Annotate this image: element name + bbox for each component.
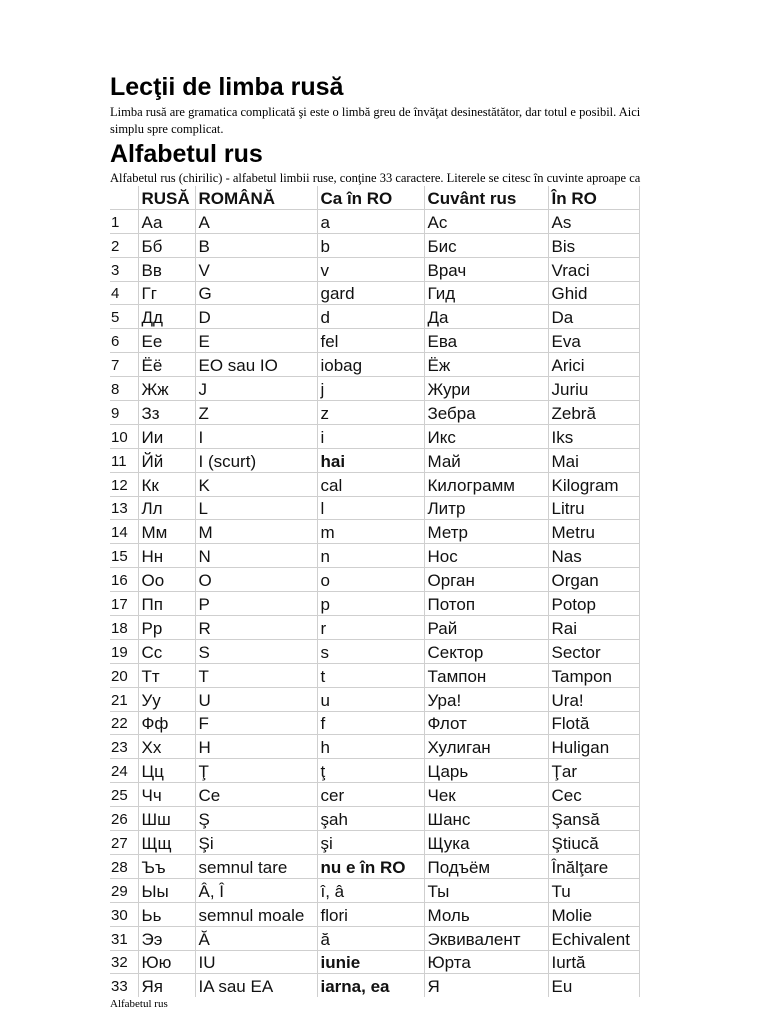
table-row [110, 448, 639, 472]
row-number: 21 [110, 687, 138, 711]
romanian-letter: R [195, 616, 317, 640]
romanian-word: Sector [548, 639, 639, 663]
russian-letter: Лл [138, 496, 195, 520]
russian-letter: Тт [138, 663, 195, 687]
row-number: 29 [110, 878, 138, 902]
russian-letter: Оо [138, 568, 195, 592]
table-row [110, 735, 639, 759]
table-row [110, 592, 639, 616]
romanian-word: Flotă [548, 711, 639, 735]
russian-word: Потоп [424, 592, 548, 616]
russian-word: Моль [424, 902, 548, 926]
table-header-row [110, 186, 639, 209]
russian-word: Ёж [424, 353, 548, 377]
russian-letter: Юю [138, 950, 195, 974]
russian-word: Килограмм [424, 472, 548, 496]
table-row [110, 496, 639, 520]
russian-letter: Кк [138, 472, 195, 496]
row-number: 20 [110, 663, 138, 687]
russian-word: Хулиган [424, 735, 548, 759]
russian-word: Эквивалент [424, 926, 548, 950]
intro-paragraph-line2: simplu spre complicat. [110, 122, 224, 136]
russian-letter: Сс [138, 639, 195, 663]
table-row [110, 329, 639, 353]
russian-letter: Пп [138, 592, 195, 616]
pronunciation-example: iarna, ea [317, 974, 424, 997]
table-row [110, 544, 639, 568]
romanian-letter: J [195, 377, 317, 401]
romanian-letter: G [195, 281, 317, 305]
russian-word: Май [424, 448, 548, 472]
pronunciation-example: hai [317, 448, 424, 472]
romanian-word: Ţar [548, 759, 639, 783]
romanian-word: Înălţare [548, 854, 639, 878]
romanian-word: Molie [548, 902, 639, 926]
russian-letter: Хх [138, 735, 195, 759]
pronunciation-example: i [317, 424, 424, 448]
romanian-word: Mai [548, 448, 639, 472]
row-number: 33 [110, 974, 138, 997]
romanian-letter: Â, Î [195, 878, 317, 902]
table-row [110, 377, 639, 401]
romanian-letter: Ş [195, 807, 317, 831]
table-row [110, 424, 639, 448]
russian-word: Жури [424, 377, 548, 401]
romanian-letter: O [195, 568, 317, 592]
romanian-word: Zebră [548, 401, 639, 425]
pronunciation-example: v [317, 257, 424, 281]
pronunciation-example: z [317, 401, 424, 425]
pronunciation-example: ţ [317, 759, 424, 783]
pronunciation-example: j [317, 377, 424, 401]
romanian-letter: M [195, 520, 317, 544]
russian-word: Ас [424, 209, 548, 233]
romanian-word: Vraci [548, 257, 639, 281]
romanian-word: As [548, 209, 639, 233]
pronunciation-example: p [317, 592, 424, 616]
russian-word: Гид [424, 281, 548, 305]
romanian-letter: Şi [195, 831, 317, 855]
russian-word: Метр [424, 520, 548, 544]
romanian-word: Iurtă [548, 950, 639, 974]
russian-letter: Цц [138, 759, 195, 783]
russian-word: Да [424, 305, 548, 329]
romanian-letter: EO sau IO [195, 353, 317, 377]
pronunciation-example: ă [317, 926, 424, 950]
romanian-word: Arici [548, 353, 639, 377]
column-header-number [110, 186, 138, 209]
row-number: 3 [110, 257, 138, 281]
russian-word: Флот [424, 711, 548, 735]
romanian-letter: IA sau EA [195, 974, 317, 997]
table-row [110, 233, 639, 257]
romanian-word: Şansă [548, 807, 639, 831]
row-number: 24 [110, 759, 138, 783]
romanian-letter: S [195, 639, 317, 663]
row-number: 1 [110, 209, 138, 233]
russian-letter: Фф [138, 711, 195, 735]
russian-word: Ева [424, 329, 548, 353]
russian-letter: Яя [138, 974, 195, 997]
row-number: 14 [110, 520, 138, 544]
russian-letter: Щщ [138, 831, 195, 855]
table-row [110, 639, 639, 663]
romanian-letter: F [195, 711, 317, 735]
pronunciation-example: n [317, 544, 424, 568]
russian-letter: Ии [138, 424, 195, 448]
romanian-letter: V [195, 257, 317, 281]
romanian-word: Tu [548, 878, 639, 902]
romanian-letter: K [195, 472, 317, 496]
pronunciation-example: gard [317, 281, 424, 305]
romanian-word: Juriu [548, 377, 639, 401]
romanian-word: Nas [548, 544, 639, 568]
table-row [110, 878, 639, 902]
romanian-word: Cec [548, 783, 639, 807]
row-number: 16 [110, 568, 138, 592]
column-header-pronunciation: Ca în RO [317, 186, 424, 209]
pronunciation-example: h [317, 735, 424, 759]
table-row [110, 520, 639, 544]
romanian-word: Huligan [548, 735, 639, 759]
romanian-word: Ştiucă [548, 831, 639, 855]
russian-letter: Ъъ [138, 854, 195, 878]
russian-letter: Шш [138, 807, 195, 831]
romanian-letter: E [195, 329, 317, 353]
pronunciation-example: cal [317, 472, 424, 496]
russian-word: Подъём [424, 854, 548, 878]
russian-letter: Мм [138, 520, 195, 544]
russian-letter: Ээ [138, 926, 195, 950]
romanian-word: Eu [548, 974, 639, 997]
table-row [110, 902, 639, 926]
alphabet-intro-text: Alfabetul rus (chirilic) - alfabetul limbii ruse, conţine 33 caractere. Literele se citesc în cuvinte aproape ca [110, 171, 641, 185]
row-number: 7 [110, 353, 138, 377]
row-number: 32 [110, 950, 138, 974]
russian-word: Тампон [424, 663, 548, 687]
romanian-word: Eva [548, 329, 639, 353]
romanian-word: Iks [548, 424, 639, 448]
intro-paragraph-line1: Limba rusă are gramatica complicată şi este o limbă greu de învăţat desinestătător, dar totul e posibil. Aici [110, 105, 641, 119]
row-number: 12 [110, 472, 138, 496]
romanian-letter: Ce [195, 783, 317, 807]
russian-word: Зебра [424, 401, 548, 425]
row-number: 28 [110, 854, 138, 878]
russian-letter: Аа [138, 209, 195, 233]
page-title: Lecţii de limba rusă [110, 73, 344, 101]
table-row [110, 281, 639, 305]
row-number: 27 [110, 831, 138, 855]
pronunciation-example: r [317, 616, 424, 640]
romanian-letter: L [195, 496, 317, 520]
romanian-word: Echivalent [548, 926, 639, 950]
romanian-letter: I (scurt) [195, 448, 317, 472]
romanian-word: Bis [548, 233, 639, 257]
romanian-letter: Ţ [195, 759, 317, 783]
row-number: 4 [110, 281, 138, 305]
table-row [110, 711, 639, 735]
romanian-word: Kilogram [548, 472, 639, 496]
russian-word: Сектор [424, 639, 548, 663]
table-row [110, 854, 639, 878]
pronunciation-example: cer [317, 783, 424, 807]
romanian-word: Ura! [548, 687, 639, 711]
russian-letter: Зз [138, 401, 195, 425]
alphabet-table [110, 186, 640, 997]
row-number: 30 [110, 902, 138, 926]
russian-letter: Йй [138, 448, 195, 472]
romanian-letter: P [195, 592, 317, 616]
romanian-word: Da [548, 305, 639, 329]
russian-word: Царь [424, 759, 548, 783]
pronunciation-example: î, â [317, 878, 424, 902]
russian-letter: Ее [138, 329, 195, 353]
image-caption: Alfabetul rus [110, 998, 168, 1010]
russian-letter: Вв [138, 257, 195, 281]
romanian-letter: B [195, 233, 317, 257]
table-row [110, 663, 639, 687]
column-header-romanian: ROMÂNĂ [195, 186, 317, 209]
table-row [110, 257, 639, 281]
pronunciation-example: b [317, 233, 424, 257]
russian-word: Чек [424, 783, 548, 807]
pronunciation-example: l [317, 496, 424, 520]
pronunciation-example: iobag [317, 353, 424, 377]
russian-letter: Ьь [138, 902, 195, 926]
row-number: 8 [110, 377, 138, 401]
row-number: 9 [110, 401, 138, 425]
alphabet-table-body [110, 209, 639, 997]
table-row [110, 401, 639, 425]
row-number: 5 [110, 305, 138, 329]
section-title-alphabet: Alfabetul rus [110, 140, 263, 168]
romanian-letter: IU [195, 950, 317, 974]
russian-letter: Уу [138, 687, 195, 711]
romanian-letter: T [195, 663, 317, 687]
table-row [110, 974, 639, 997]
row-number: 31 [110, 926, 138, 950]
russian-word: Щука [424, 831, 548, 855]
russian-word: Ты [424, 878, 548, 902]
table-row [110, 353, 639, 377]
row-number: 15 [110, 544, 138, 568]
romanian-letter: I [195, 424, 317, 448]
row-number: 19 [110, 639, 138, 663]
row-number: 13 [110, 496, 138, 520]
row-number: 10 [110, 424, 138, 448]
romanian-letter: Ă [195, 926, 317, 950]
row-number: 18 [110, 616, 138, 640]
romanian-letter: U [195, 687, 317, 711]
column-header-romanian-word: În RO [548, 186, 639, 209]
romanian-letter: H [195, 735, 317, 759]
pronunciation-example: şi [317, 831, 424, 855]
russian-letter: Ыы [138, 878, 195, 902]
table-row [110, 926, 639, 950]
pronunciation-example: f [317, 711, 424, 735]
romanian-letter: Z [195, 401, 317, 425]
russian-letter: Ёё [138, 353, 195, 377]
russian-word: Я [424, 974, 548, 997]
pronunciation-example: fel [317, 329, 424, 353]
russian-letter: Нн [138, 544, 195, 568]
pronunciation-example: t [317, 663, 424, 687]
russian-letter: Жж [138, 377, 195, 401]
row-number: 2 [110, 233, 138, 257]
russian-word: Нос [424, 544, 548, 568]
russian-word: Икс [424, 424, 548, 448]
pronunciation-example: u [317, 687, 424, 711]
romanian-letter: A [195, 209, 317, 233]
russian-letter: Чч [138, 783, 195, 807]
pronunciation-example: o [317, 568, 424, 592]
romanian-word: Litru [548, 496, 639, 520]
romanian-letter: semnul moale [195, 902, 317, 926]
pronunciation-example: s [317, 639, 424, 663]
table-row [110, 472, 639, 496]
table-row [110, 759, 639, 783]
table-row [110, 831, 639, 855]
romanian-word: Ghid [548, 281, 639, 305]
russian-word: Ура! [424, 687, 548, 711]
romanian-letter: N [195, 544, 317, 568]
russian-letter: Рр [138, 616, 195, 640]
russian-word: Юрта [424, 950, 548, 974]
table-row [110, 687, 639, 711]
table-row [110, 950, 639, 974]
pronunciation-example: a [317, 209, 424, 233]
column-header-russian: RUSĂ [138, 186, 195, 209]
russian-word: Врач [424, 257, 548, 281]
romanian-word: Tampon [548, 663, 639, 687]
row-number: 11 [110, 448, 138, 472]
table-row [110, 305, 639, 329]
pronunciation-example: iunie [317, 950, 424, 974]
russian-word: Шанс [424, 807, 548, 831]
table-row [110, 616, 639, 640]
row-number: 25 [110, 783, 138, 807]
russian-letter: Бб [138, 233, 195, 257]
row-number: 6 [110, 329, 138, 353]
russian-word: Рай [424, 616, 548, 640]
table-row [110, 568, 639, 592]
pronunciation-example: şah [317, 807, 424, 831]
romanian-letter: semnul tare [195, 854, 317, 878]
romanian-word: Potop [548, 592, 639, 616]
pronunciation-example: flori [317, 902, 424, 926]
table-row [110, 807, 639, 831]
pronunciation-example: nu e în RO [317, 854, 424, 878]
column-header-russian-word: Cuvânt rus [424, 186, 548, 209]
row-number: 17 [110, 592, 138, 616]
russian-word: Бис [424, 233, 548, 257]
table-row [110, 783, 639, 807]
pronunciation-example: d [317, 305, 424, 329]
row-number: 23 [110, 735, 138, 759]
table-row [110, 209, 639, 233]
romanian-word: Organ [548, 568, 639, 592]
russian-letter: Гг [138, 281, 195, 305]
romanian-word: Rai [548, 616, 639, 640]
russian-word: Орган [424, 568, 548, 592]
row-number: 22 [110, 711, 138, 735]
romanian-letter: D [195, 305, 317, 329]
pronunciation-example: m [317, 520, 424, 544]
russian-letter: Дд [138, 305, 195, 329]
row-number: 26 [110, 807, 138, 831]
romanian-word: Metru [548, 520, 639, 544]
russian-word: Литр [424, 496, 548, 520]
